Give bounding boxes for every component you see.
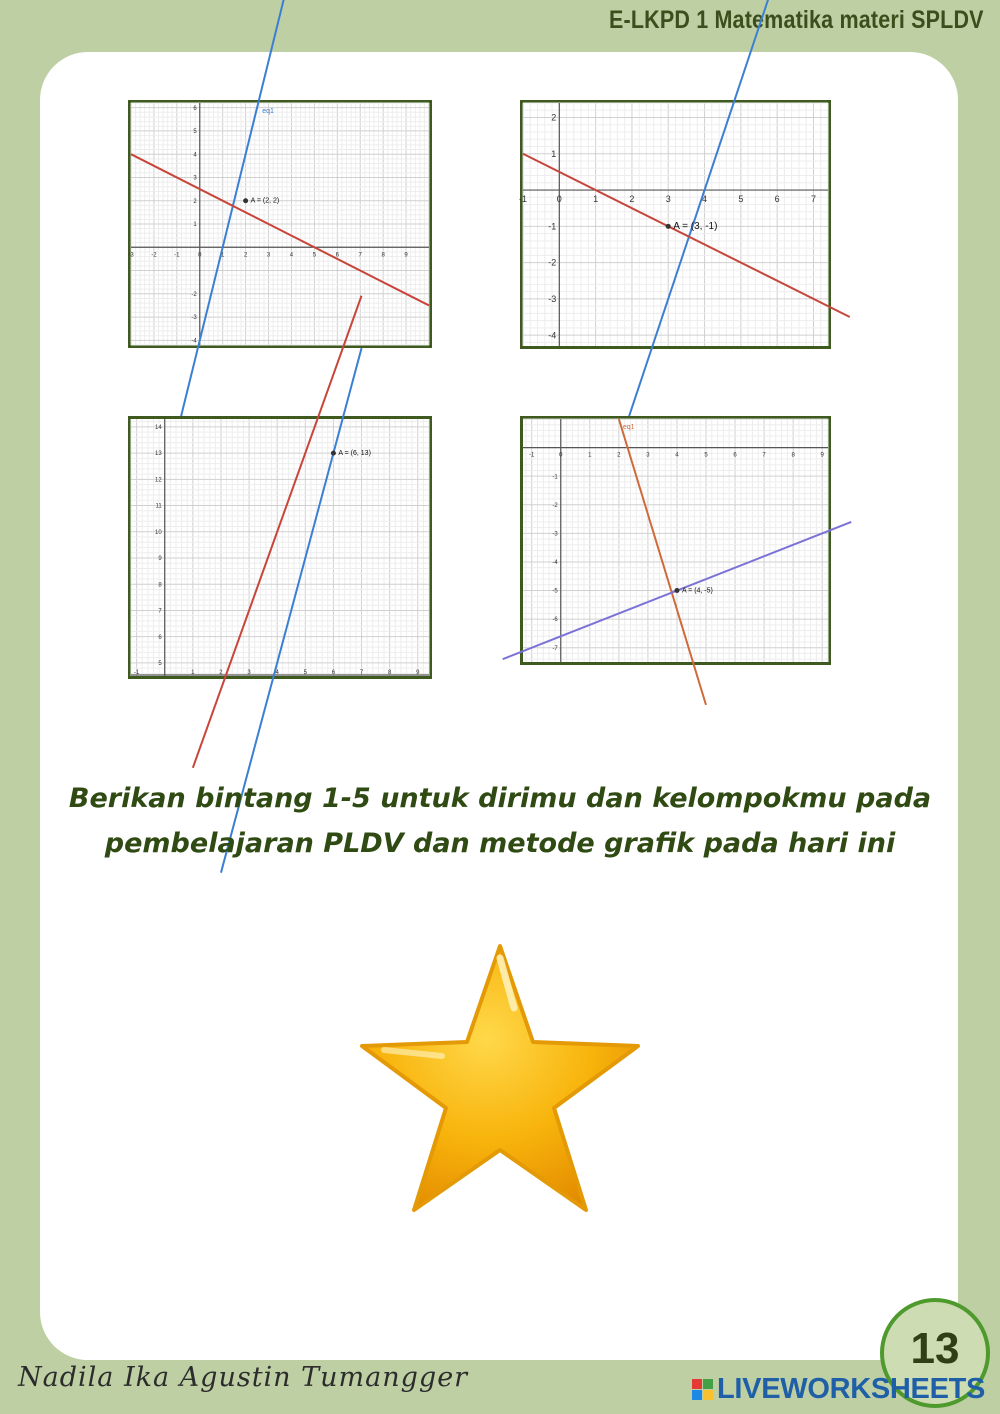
brand-text: LIVEWORKSHEETS: [717, 1372, 986, 1405]
y-tick-label: 13: [155, 451, 162, 458]
x-tick-label: 2: [617, 452, 621, 459]
y-tick-label: -3: [552, 531, 558, 538]
series-line-2: [523, 154, 850, 317]
x-tick-label: -1: [518, 194, 528, 205]
y-tick-label: -2: [191, 291, 197, 298]
x-tick-label: 4: [289, 252, 294, 259]
x-tick-label: 1: [593, 194, 599, 205]
coordinate-plane: [131, 419, 429, 676]
coordinate-plane: [518, 103, 828, 346]
y-tick-label: 3: [193, 175, 197, 182]
x-tick-label: 2: [629, 194, 635, 205]
y-tick-label: 11: [155, 503, 162, 510]
y-tick-label: -4: [552, 560, 558, 567]
x-tick-label: 9: [404, 252, 408, 259]
y-tick-label: 14: [155, 424, 162, 431]
y-tick-label: 2: [551, 112, 557, 123]
y-tick-label: -4: [191, 338, 197, 345]
x-tick-label: 1: [191, 670, 195, 676]
intersection-label: A = (2, 2): [250, 197, 280, 205]
x-tick-label: 1: [221, 252, 225, 259]
x-tick-label: 7: [762, 452, 766, 459]
x-tick-label: -1: [174, 252, 180, 259]
star-icon[interactable]: [354, 938, 646, 1218]
x-tick-label: 9: [820, 452, 824, 459]
x-tick-label: 7: [358, 252, 362, 259]
x-tick-label: 7: [810, 194, 816, 205]
x-tick-label: 4: [675, 452, 679, 459]
graph-panel-1: [128, 100, 432, 348]
intersection-label: A = (3, -1): [673, 221, 718, 233]
y-tick-label: -3: [191, 315, 197, 322]
x-tick-label: 5: [738, 194, 744, 205]
graph-panel-3: [128, 416, 432, 679]
x-tick-label: 3: [247, 670, 251, 676]
instruction-line-2: pembelajaran PLDV dan metode grafik pada hari ini: [104, 828, 896, 859]
y-tick-label: 8: [158, 582, 162, 589]
author-signature: Nadila Ika Agustin Tumangger: [18, 1362, 469, 1393]
x-tick-label: 5: [312, 252, 317, 259]
coordinate-plane: [523, 419, 828, 662]
y-tick-label: 7: [158, 608, 162, 615]
x-tick-label: 4: [275, 670, 279, 676]
liveworksheets-logo-icon: [692, 1379, 713, 1400]
x-tick-label: 4: [702, 194, 708, 205]
x-tick-label: 6: [335, 252, 339, 259]
series-line-2: [131, 154, 429, 305]
y-tick-label: 1: [193, 222, 197, 229]
x-tick-label: -2: [151, 252, 157, 259]
y-tick-label: -5: [552, 588, 558, 595]
y-tick-label: 5: [193, 129, 197, 136]
y-tick-label: -4: [548, 330, 557, 341]
intersection-label: A = (4, -5): [681, 587, 713, 595]
x-tick-label: 2: [219, 670, 223, 676]
x-tick-label: 3: [646, 452, 650, 459]
x-tick-label: -1: [133, 670, 140, 676]
x-tick-label: 0: [556, 194, 562, 205]
y-tick-label: 5: [158, 660, 162, 667]
coordinate-plane: [128, 103, 429, 345]
y-tick-label: -3: [548, 294, 557, 305]
y-tick-label: -6: [552, 617, 558, 624]
y-tick-label: 12: [155, 477, 162, 484]
header-title: E-LKPD 1 Matematika materi SPLDV: [609, 6, 984, 34]
x-tick-label: 3: [266, 252, 271, 259]
x-tick-label: 1: [588, 452, 592, 459]
y-tick-label: -2: [552, 502, 558, 509]
x-tick-label: 7: [359, 670, 364, 676]
y-tick-label: 6: [193, 105, 197, 112]
x-tick-label: 8: [381, 252, 385, 259]
page-number: 13: [910, 1324, 960, 1373]
instruction-text: [60, 776, 940, 866]
intersection-point: [674, 588, 679, 593]
x-tick-label: 6: [774, 194, 780, 205]
x-tick-label: 8: [791, 452, 795, 459]
y-tick-label: 6: [158, 634, 162, 641]
liveworksheets-brand[interactable]: [692, 1372, 985, 1406]
y-tick-label: -1: [552, 474, 558, 481]
x-tick-label: -3: [128, 252, 134, 259]
y-tick-label: 10: [155, 529, 162, 536]
instruction-line-1: Berikan bintang 1-5 untuk dirimu dan kelompokmu pada: [68, 783, 932, 814]
series-name-label: eq1: [262, 108, 274, 115]
y-tick-label: 2: [193, 198, 197, 205]
x-tick-label: 6: [331, 670, 336, 676]
intersection-point: [666, 224, 671, 229]
y-tick-label: 9: [158, 556, 162, 563]
x-tick-label: 5: [303, 670, 307, 676]
y-tick-label: 1: [551, 148, 557, 159]
intersection-point: [243, 198, 248, 203]
x-tick-label: 0: [559, 452, 563, 459]
graph-panel-4: [520, 416, 831, 665]
x-tick-label: 9: [416, 670, 420, 676]
y-tick-label: -7: [552, 645, 558, 652]
intersection-point: [331, 451, 336, 456]
x-tick-label: 3: [665, 194, 671, 205]
y-tick-label: 4: [193, 152, 197, 159]
y-tick-label: -1: [548, 221, 557, 232]
x-tick-label: 0: [198, 252, 202, 259]
intersection-label: A = (6, 13): [338, 449, 371, 457]
x-tick-label: 2: [243, 252, 248, 259]
x-tick-label: 5: [704, 452, 708, 459]
star-rating-icon[interactable]: [354, 938, 646, 1218]
graph-panel-2: [520, 100, 831, 349]
x-tick-label: 8: [387, 670, 392, 676]
series-name-label: eq1: [622, 424, 635, 431]
y-tick-label: -2: [548, 257, 557, 268]
x-tick-label: -1: [529, 452, 535, 459]
x-tick-label: 6: [733, 452, 737, 459]
